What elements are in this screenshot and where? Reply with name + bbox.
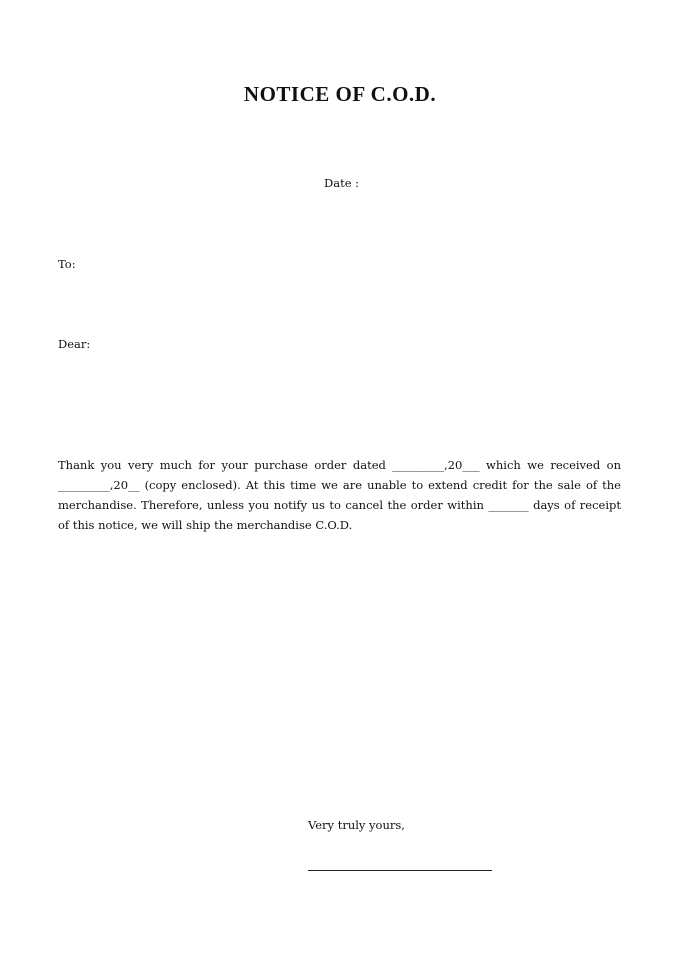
date-label: Date : [324,176,360,190]
recipient-label: To: [58,257,76,271]
closing-text: Very truly yours, [308,818,405,832]
signature-line [308,870,492,871]
body-paragraph: Thank you very much for your purchase order dated _________,20___ which we received on _________,20__ (copy enclosed). At this time we are unable to extend credit for the sale of the merchandise. Therefore, unless you notify us to cancel the order within _______ days of receipt of this notice, we will ship the merchandise C.O.D. [58,458,621,532]
document-title: NOTICE OF C.O.D. [243,82,437,106]
salutation-label: Dear: [58,337,91,351]
